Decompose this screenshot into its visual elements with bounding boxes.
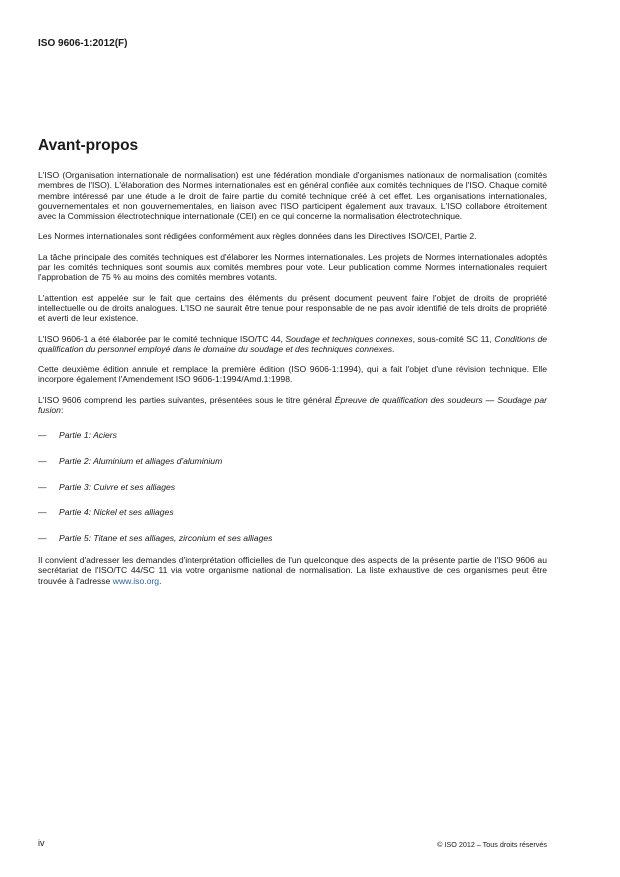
text-run: : bbox=[60, 405, 64, 416]
foreword-body bbox=[38, 170, 547, 596]
committee-name: Soudage et techniques connexes bbox=[285, 333, 413, 344]
dash-bullet: — bbox=[38, 507, 47, 518]
part-title: Partie 2: Aluminium et alliages d'aluminium bbox=[59, 455, 223, 466]
page-title: Avant-propos bbox=[38, 137, 139, 154]
text-run: L'ISO 9606-1 a été élaborée par le comité technique ISO/TC 44, bbox=[38, 333, 286, 344]
paragraph-interpretation bbox=[38, 555, 547, 586]
paragraph-directives: Les Normes internationales sont rédigées conformément aux règles données dans les Directives ISO/CEI, Partie 2. bbox=[38, 231, 477, 242]
text-run: . bbox=[392, 343, 395, 354]
dash-bullet: — bbox=[38, 532, 47, 543]
text-run: Il convient d'adresser les demandes d'interprétation officielles de l'un quelconque des aspects de la présente partie de l'ISO 9606 au secrétariat de l'ISO/TC 44/SC 11 via votre organisme national de normalisation. La liste exhaustive de ces organismes peut être trouvée à l'adresse bbox=[38, 555, 547, 586]
list-item bbox=[38, 482, 547, 492]
list-item bbox=[38, 430, 547, 440]
paragraph-patent-rights: L'attention est appelée sur le fait que certains des éléments du présent document peuvent faire l'objet de droits de propriété intellectuelle ou de droits analogues. L'ISO ne saurait être tenue pour responsable de ne pas avoir identifié de tels droits de propriété et averti de leur existence. bbox=[38, 292, 547, 324]
list-item bbox=[38, 533, 547, 543]
list-item bbox=[38, 507, 547, 517]
part-title: Partie 1: Aciers bbox=[59, 430, 117, 441]
dash-bullet: — bbox=[38, 455, 47, 466]
paragraph-edition: Cette deuxième édition annule et remplace la première édition (ISO 9606-1:1994), qui a fait l'objet d'une révision technique. Elle incorpore également l'Amendement ISO 9606-1:1994/Amd.1:1998. bbox=[38, 364, 547, 385]
paragraph-iso-intro: L'ISO (Organisation internationale de normalisation) est une fédération mondiale d'organismes nationaux de normalisation (comités membres de l'ISO). L'élaboration des Normes internationales est en général confiée aux comités techniques de l'ISO. Chaque comité membre intéressé par une étude a le droit de faire partie du comité technique créé à cet effet. Les organisations internationales, gouvernementales et non gouvernementales, en liaison avec l'ISO participent également aux travaux. L'ISO collabore étroitement avec la Commission électrotechnique internationale (CEI) en ce qui concerne la normalisation électrotechnique. bbox=[38, 170, 547, 222]
paragraph-prepared-by bbox=[38, 334, 547, 355]
general-title: Épreuve de qualification des soudeurs — Soudage par fusion bbox=[38, 394, 547, 416]
dash-bullet: — bbox=[38, 430, 47, 441]
part-title: Partie 5: Titane et ses alliages, zirconium et ses alliages bbox=[59, 532, 273, 543]
text-run: L'ISO 9606 comprend les parties suivantes, présentées sous le titre général bbox=[38, 394, 335, 405]
iso-website-link[interactable]: www.iso.org bbox=[112, 575, 160, 586]
subcommittee-name: Conditions de qualification du personnel employé dans le domaine du soudage et des techniques connexes bbox=[38, 333, 548, 354]
copyright-notice: © ISO 2012 – Tous droits réservés bbox=[437, 840, 547, 849]
list-item bbox=[38, 456, 547, 466]
part-title: Partie 4: Nickel et ses alliages bbox=[59, 507, 174, 518]
document-id-header: ISO 9606-1:2012(F) bbox=[38, 38, 128, 49]
text-run: . bbox=[159, 575, 162, 586]
paragraph-committee-tasks: La tâche principale des comités techniques est d'élaborer les Normes internationales. Les projets de Normes internationales adoptés par les comités techniques sont soumis aux comités membres pour vote. Leur publication comme Normes internationales requiert l'approbation de 75 % au moins des comités membres votants. bbox=[38, 251, 547, 283]
paragraph-parts-intro bbox=[38, 395, 547, 416]
part-title: Partie 3: Cuivre et ses alliages bbox=[59, 481, 176, 492]
dash-bullet: — bbox=[38, 481, 47, 492]
parts-list bbox=[38, 430, 547, 543]
text-run: , sous-comité SC 11, bbox=[412, 333, 495, 344]
page-number: iv bbox=[38, 838, 45, 848]
